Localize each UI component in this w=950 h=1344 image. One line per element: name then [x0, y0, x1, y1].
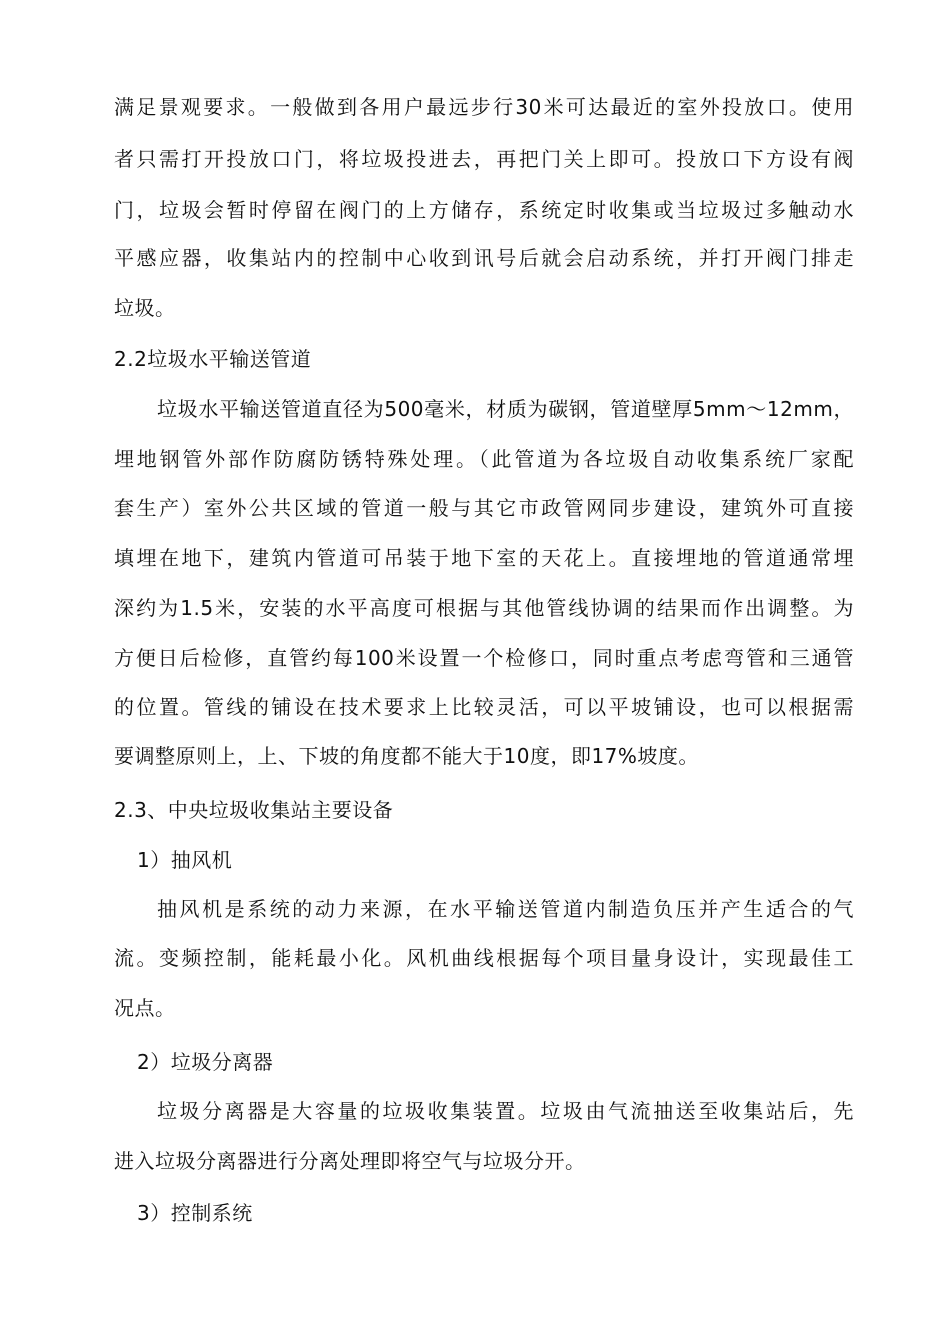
paragraph-line: 者只需打开投放口门，将垃圾投进去，再把门关上即可。投放口下方设有阀 — [114, 147, 854, 171]
paragraph-line: 进入垃圾分离器进行分离处理即将空气与垃圾分开。 — [114, 1149, 586, 1173]
paragraph-line: 垃圾水平输送管道直径为500毫米，材质为碳钢，管道壁厚5mm～12mm， — [157, 397, 854, 421]
paragraph-line: 垃圾。 — [114, 296, 176, 320]
paragraph-line: 垃圾分离器是大容量的垃圾收集装置。垃圾由气流抽送至收集站后，先 — [157, 1099, 854, 1123]
paragraph-line: 深约为1.5米，安装的水平高度可根据与其他管线协调的结果而作出调整。为 — [114, 596, 854, 620]
paragraph-line: 门，垃圾会暂时停留在阀门的上方储存，系统定时收集或当垃圾过多触动水 — [114, 198, 854, 222]
paragraph-line: 抽风机是系统的动力来源，在水平输送管道内制造负压并产生适合的气 — [157, 897, 854, 921]
subsection-heading: 1）抽风机 — [137, 848, 233, 872]
paragraph-line: 平感应器，收集站内的控制中心收到讯号后就会启动系统，并打开阀门排走 — [114, 246, 854, 270]
paragraph-line: 要调整原则上，上、下坡的角度都不能大于10度，即17%坡度。 — [114, 744, 699, 768]
paragraph-line: 况点。 — [114, 996, 176, 1020]
paragraph-line: 套生产）室外公共区域的管道一般与其它市政管网同步建设，建筑外可直接 — [114, 496, 854, 520]
paragraph-line: 埋地钢管外部作防腐防锈特殊处理。（此管道为各垃圾自动收集系统厂家配 — [114, 447, 854, 471]
paragraph-line: 流。变频控制，能耗最小化。风机曲线根据每个项目量身设计，实现最佳工 — [114, 946, 854, 970]
section-heading: 2.3、中央垃圾收集站主要设备 — [114, 798, 394, 822]
section-heading: 2.2垃圾水平输送管道 — [114, 347, 312, 371]
subsection-heading: 2）垃圾分离器 — [137, 1050, 274, 1074]
paragraph-line: 的位置。管线的铺设在技术要求上比较灵活，可以平坡铺设，也可以根据需 — [114, 695, 854, 719]
paragraph-line: 填埋在地下，建筑内管道可吊装于地下室的天花上。直接埋地的管道通常埋 — [114, 546, 854, 570]
subsection-heading: 3）控制系统 — [137, 1201, 253, 1225]
paragraph-line: 方便日后检修，直管约每100米设置一个检修口，同时重点考虑弯管和三通管 — [114, 646, 854, 670]
paragraph-line: 满足景观要求。一般做到各用户最远步行30米可达最近的室外投放口。使用 — [114, 95, 854, 119]
